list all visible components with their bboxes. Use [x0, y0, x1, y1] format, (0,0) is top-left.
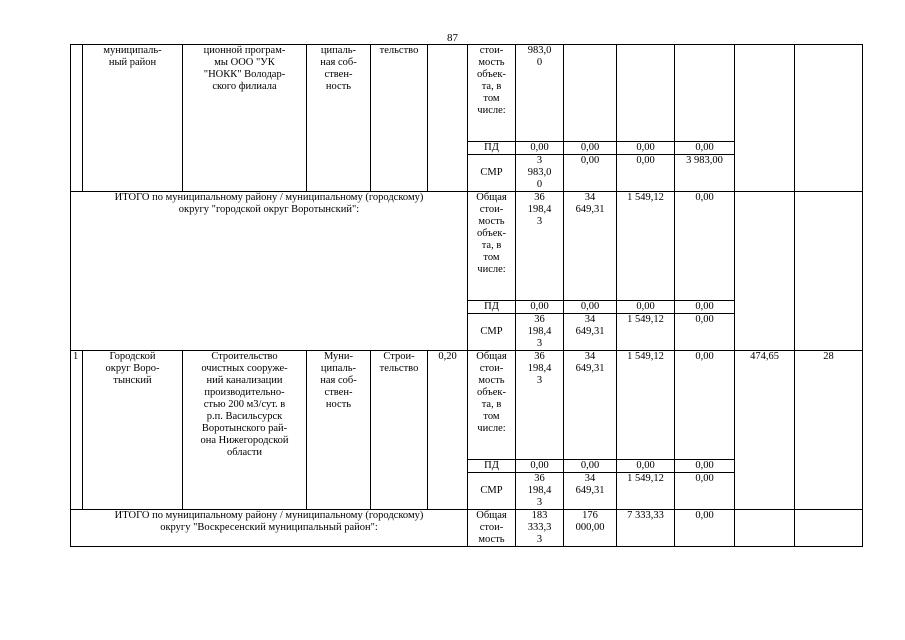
municipality-cell: муниципаль- ный район — [83, 45, 183, 192]
value-cell: 1 549,12 — [617, 351, 675, 460]
investment-table — [70, 44, 863, 547]
extra-cell — [735, 45, 795, 192]
page-number: 87 — [447, 32, 458, 44]
value-cell: 1 549,12 — [617, 314, 675, 351]
value-cell: 36 198,4 3 — [516, 192, 564, 301]
cost-type-cell: ПД — [468, 301, 516, 314]
value-cell: 0,00 — [617, 460, 675, 473]
value-cell: 3 983,00 — [675, 155, 735, 192]
value-cell: 36 198,4 3 — [516, 351, 564, 460]
value-cell — [675, 45, 735, 142]
value-cell: 0,00 — [617, 142, 675, 155]
extra-cell: 28 — [795, 351, 863, 510]
ownership-cell: ципаль- ная соб- ствен- ность — [307, 45, 371, 192]
value-cell: 34 649,31 — [564, 473, 617, 510]
value-cell: 7 333,33 — [617, 510, 675, 547]
object-name-cell: ционной програм- мы ООО "УК "НОКК" Володар- ского филиала — [183, 45, 307, 192]
value-cell: 0,00 — [675, 510, 735, 547]
value-cell: 0,00 — [516, 460, 564, 473]
extra-cell: 474,65 — [735, 351, 795, 510]
row-number — [71, 45, 83, 192]
work-type-cell: тельство — [371, 45, 428, 192]
extra-cell — [795, 510, 863, 547]
value-cell: 0,00 — [564, 460, 617, 473]
cost-type-cell: стои- мость объек- та, в том числе: — [468, 45, 516, 142]
value-cell: 0,00 — [564, 301, 617, 314]
value-cell: 0,00 — [564, 155, 617, 192]
value-cell: 34 649,31 — [564, 351, 617, 460]
value-cell: 1 549,12 — [617, 192, 675, 301]
capacity-cell: 0,20 — [428, 351, 468, 510]
value-cell: 3 983,0 0 — [516, 155, 564, 192]
total-row — [71, 510, 863, 547]
value-cell: 0,00 — [675, 314, 735, 351]
ownership-cell: Муни- ципаль- ная соб- ствен- ность — [307, 351, 371, 510]
cost-type-cell: Общая стои- мость объек- та, в том числе: — [468, 192, 516, 301]
extra-cell — [795, 45, 863, 192]
work-type-cell: Строи- тельство — [371, 351, 428, 510]
value-cell: 34 649,31 — [564, 192, 617, 301]
extra-cell — [735, 192, 795, 351]
extra-cell — [795, 192, 863, 351]
value-cell — [564, 45, 617, 142]
value-cell: 1 549,12 — [617, 473, 675, 510]
value-cell: 0,00 — [516, 301, 564, 314]
municipality-cell: Городской округ Воро- тынский — [83, 351, 183, 510]
table-row — [71, 351, 863, 460]
total-label: ИТОГО по муниципальному району / муниципальному (городскому) округу "городской округ Воротынский": — [71, 192, 468, 351]
cost-type-cell: СМР — [468, 155, 516, 192]
cost-type-cell: Общая стои- мость объек- та, в том числе: — [468, 351, 516, 460]
cost-type-cell: ПД — [468, 142, 516, 155]
object-name-cell: Строительство очистных сооруже- ний канализации производительно- стью 200 м3/сут. в р.п. Васильсурск Воротынского рай- она Нижегородской области — [183, 351, 307, 510]
value-cell: 0,00 — [675, 351, 735, 460]
total-row — [71, 192, 863, 301]
value-cell: 0,00 — [675, 460, 735, 473]
total-label: ИТОГО по муниципальному району / муниципальному (городскому) округу "Воскресенский муниципальный район": — [71, 510, 468, 547]
value-cell: 0,00 — [617, 301, 675, 314]
value-cell: 34 649,31 — [564, 314, 617, 351]
cost-type-cell: СМР — [468, 473, 516, 510]
extra-cell — [735, 510, 795, 547]
value-cell: 0,00 — [675, 192, 735, 301]
table-row — [71, 45, 863, 142]
cost-type-cell: СМР — [468, 314, 516, 351]
value-cell: 36 198,4 3 — [516, 473, 564, 510]
cost-type-cell: ПД — [468, 460, 516, 473]
value-cell: 36 198,4 3 — [516, 314, 564, 351]
value-cell: 176 000,00 — [564, 510, 617, 547]
value-cell: 183 333,3 3 — [516, 510, 564, 547]
value-cell: 983,0 0 — [516, 45, 564, 142]
value-cell: 0,00 — [516, 142, 564, 155]
value-cell — [617, 45, 675, 142]
capacity-cell — [428, 45, 468, 192]
value-cell: 0,00 — [617, 155, 675, 192]
value-cell: 0,00 — [675, 142, 735, 155]
value-cell: 0,00 — [564, 142, 617, 155]
row-number: 1 — [71, 351, 83, 510]
value-cell: 0,00 — [675, 473, 735, 510]
value-cell: 0,00 — [675, 301, 735, 314]
cost-type-cell: Общая стои- мость — [468, 510, 516, 547]
